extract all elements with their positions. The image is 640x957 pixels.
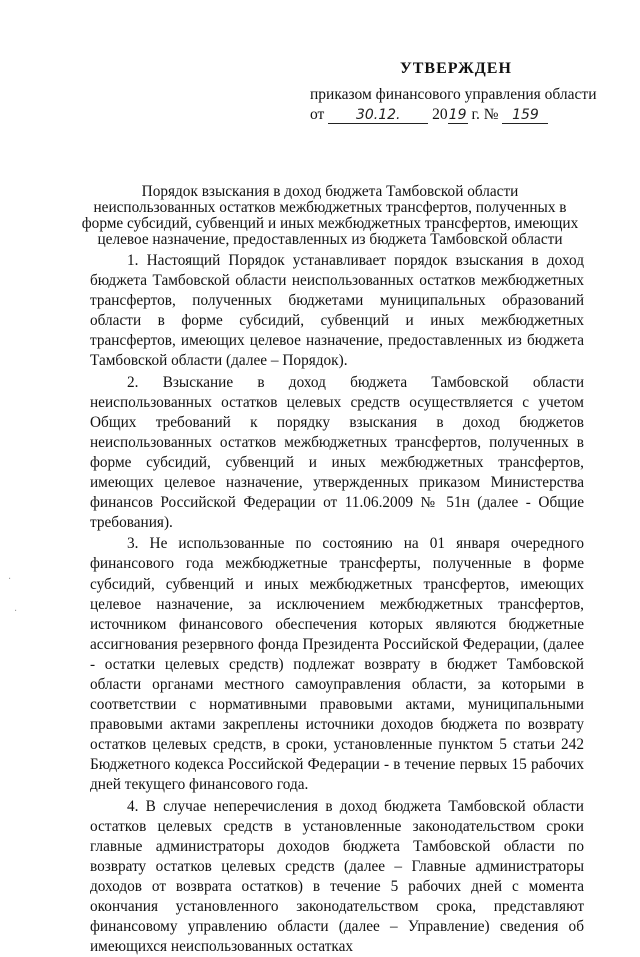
order-line: приказом финансового управления области xyxy=(310,86,597,103)
document-title xyxy=(60,184,600,248)
title-line: форме субсидий, субвенций и иных межбюджетных трансфертов, имеющих xyxy=(81,215,579,232)
scan-mark: · xyxy=(8,574,12,585)
handwritten-year: 19 xyxy=(448,107,467,123)
paragraph-2: 2. Взыскание в доход бюджета Тамбовской области неиспользованных остатков целевых средств осуществляется с учетом Общих требований к порядку взыскания в доход бюджетов неиспользованных остатков межбюджетных трансфертов, полученных в форме субсидий, субвенций и иных межбюджетных трансфертов, имеющих целевое назначение, утвержденных приказом Министерства финансов Российской Федерации от 11.06.2009 № 51н (далее - Общие требования). xyxy=(90,373,584,532)
scan-mark: · xyxy=(14,606,18,617)
handwritten-date: 30.12. xyxy=(328,107,428,124)
handwritten-order-number: 159 xyxy=(502,107,548,124)
year-prefix: 20 xyxy=(432,106,448,123)
paragraph-3: 3. Не использованные по состоянию на 01 января очередного финансового года межбюджетные трансферты, полученные в форме субсидий, субвенций и иных межбюджетных трансфертов, имеющих целевое назначение, за исключением межбюджетных трансфертов, источником финансового обеспечения которых являются бюджетные ассигнования резервного фонда Президента Российской Федерации, (далее - остатки целевых средств) подлежат возврату в бюджет Тамбовской области органами местного самоуправления области, за которыми в соответствии с нормативными правовыми актами, муниципальными правовыми актами закреплены источники доходов бюджета по возврату остатков целевых средств, в сроки, установленные пунктом 5 статьи 242 Бюджетного кодекса Российской Федерации - в течение первых 15 рабочих дней текущего финансового года. xyxy=(90,535,584,794)
title-line: неиспользованных остатков межбюджетных трансфертов, полученных в xyxy=(93,199,567,216)
paragraph-1: 1. Настоящий Порядок устанавливает порядок взыскания в доход бюджета Тамбовской области неиспользованных остатков межбюджетных трансфертов, полученных бюджетами муниципальных образований области в форме субсидий, субвенций и иных межбюджетных трансфертов, имеющих целевое назначение, предоставленных из бюджета Тамбовской области (далее – Порядок). xyxy=(90,252,584,370)
title-line: целевое назначение, предоставленных из бюджета Тамбовской области xyxy=(97,231,563,248)
title-line: Порядок взыскания в доход бюджета Тамбовской области xyxy=(141,183,519,200)
approval-stamp-block xyxy=(300,60,600,124)
approved-heading: УТВЕРЖДЕН xyxy=(400,60,512,77)
document-body xyxy=(90,251,584,957)
order-date-line xyxy=(310,106,600,124)
year-suffix: г. № xyxy=(471,106,499,123)
date-prefix: от xyxy=(310,106,325,123)
paragraph-4: 4. В случае неперечисления в доход бюджета Тамбовской области остатков целевых средств в установленные законодательством сроки главные администраторы доходов бюджета Тамбовской области по возврату остатков целевых средств (далее – Главные администраторы доходов от возврата остатков) в течение 5 рабочих дней с момента окончания установленного законодательством срока, представляют финансовому управлению области (далее – Управление) сведения об имеющихся неиспользованных остатках xyxy=(90,797,584,956)
